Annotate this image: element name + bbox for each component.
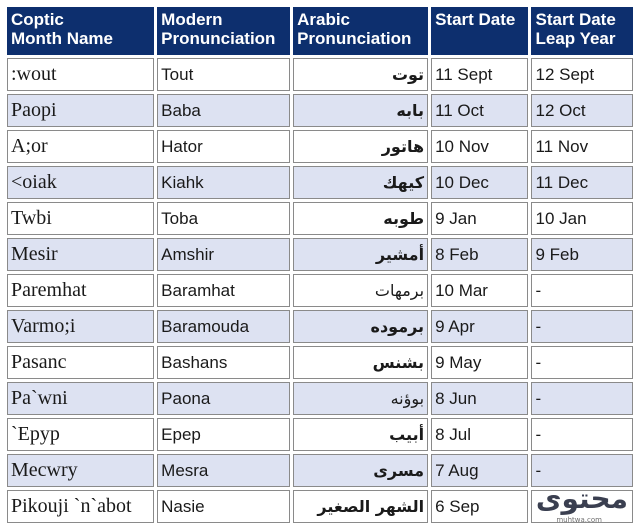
arabic-pronunciation-cell: أبيب bbox=[293, 418, 428, 451]
header-start-date: Start Date bbox=[431, 7, 528, 55]
header-row bbox=[7, 7, 633, 55]
watermark-url: muhtwa.com bbox=[556, 516, 602, 524]
modern-pronunciation-cell: Bashans bbox=[157, 346, 290, 379]
table-row bbox=[7, 238, 633, 271]
leap-year-start-date-cell bbox=[531, 490, 633, 523]
start-date-cell: 8 Jun bbox=[431, 382, 528, 415]
table-row bbox=[7, 58, 633, 91]
leap-year-start-date-cell: - bbox=[531, 310, 633, 343]
coptic-name-cell: Pa`wni bbox=[7, 382, 154, 415]
header-coptic-month-name: Coptic Month Name bbox=[7, 7, 154, 55]
start-date-cell: 10 Dec bbox=[431, 166, 528, 199]
modern-pronunciation-cell: Kiahk bbox=[157, 166, 290, 199]
coptic-name-cell: Mecwry bbox=[7, 454, 154, 487]
leap-year-start-date-cell: - bbox=[531, 346, 633, 379]
coptic-name-cell: <oiak bbox=[7, 166, 154, 199]
table-row bbox=[7, 490, 633, 523]
start-date-cell: 11 Oct bbox=[431, 94, 528, 127]
leap-year-start-date-cell: - bbox=[531, 274, 633, 307]
header-arabic-pronunciation: Arabic Pronunciation bbox=[293, 7, 428, 55]
table-row bbox=[7, 202, 633, 235]
arabic-pronunciation-cell: بابه bbox=[293, 94, 428, 127]
coptic-name-cell: `Epyp bbox=[7, 418, 154, 451]
arabic-pronunciation-cell: بشنس bbox=[293, 346, 428, 379]
modern-pronunciation-cell: Epep bbox=[157, 418, 290, 451]
modern-pronunciation-cell: Hator bbox=[157, 130, 290, 163]
leap-year-start-date-cell: - bbox=[531, 418, 633, 451]
arabic-pronunciation-cell: الشهر الصغير bbox=[293, 490, 428, 523]
modern-pronunciation-cell: Baramhat bbox=[157, 274, 290, 307]
leap-year-start-date-cell: 11 Nov bbox=[531, 130, 633, 163]
watermark-logo-text: محتوى bbox=[535, 482, 628, 515]
table-row bbox=[7, 94, 633, 127]
modern-pronunciation-cell: Baba bbox=[157, 94, 290, 127]
start-date-cell: 9 Apr bbox=[431, 310, 528, 343]
modern-pronunciation-cell: Baramouda bbox=[157, 310, 290, 343]
coptic-name-cell: Twbi bbox=[7, 202, 154, 235]
modern-pronunciation-cell: Amshir bbox=[157, 238, 290, 271]
start-date-cell: 10 Mar bbox=[431, 274, 528, 307]
coptic-months-table bbox=[4, 4, 636, 526]
table-body bbox=[7, 58, 633, 523]
start-date-cell: 9 May bbox=[431, 346, 528, 379]
modern-pronunciation-cell: Toba bbox=[157, 202, 290, 235]
coptic-name-cell: Pikouji `n`abot bbox=[7, 490, 154, 523]
modern-pronunciation-cell: Paona bbox=[157, 382, 290, 415]
table-row bbox=[7, 346, 633, 379]
arabic-pronunciation-cell: هاتور bbox=[293, 130, 428, 163]
coptic-name-cell: :wout bbox=[7, 58, 154, 91]
start-date-cell: 6 Sep bbox=[431, 490, 528, 523]
coptic-name-cell: Paopi bbox=[7, 94, 154, 127]
modern-pronunciation-cell: Mesra bbox=[157, 454, 290, 487]
table-row bbox=[7, 454, 633, 487]
start-date-cell: 9 Jan bbox=[431, 202, 528, 235]
table-row bbox=[7, 310, 633, 343]
modern-pronunciation-cell: Nasie bbox=[157, 490, 290, 523]
coptic-name-cell: Paremhat bbox=[7, 274, 154, 307]
table-row bbox=[7, 166, 633, 199]
header-modern-pronunciation: Modern Pronunciation bbox=[157, 7, 290, 55]
table-row bbox=[7, 418, 633, 451]
start-date-cell: 8 Jul bbox=[431, 418, 528, 451]
leap-year-start-date-cell: 12 Sept bbox=[531, 58, 633, 91]
arabic-pronunciation-cell: توت bbox=[293, 58, 428, 91]
table-row bbox=[7, 130, 633, 163]
arabic-pronunciation-cell: مسرى bbox=[293, 454, 428, 487]
leap-year-start-date-cell: - bbox=[531, 382, 633, 415]
modern-pronunciation-cell: Tout bbox=[157, 58, 290, 91]
start-date-cell: 10 Nov bbox=[431, 130, 528, 163]
leap-year-start-date-cell: 12 Oct bbox=[531, 94, 633, 127]
coptic-name-cell: Mesir bbox=[7, 238, 154, 271]
arabic-pronunciation-cell: برموده bbox=[293, 310, 428, 343]
arabic-pronunciation-cell: طوبه bbox=[293, 202, 428, 235]
arabic-pronunciation-cell: برمهات bbox=[293, 274, 428, 307]
leap-year-start-date-cell: 10 Jan bbox=[531, 202, 633, 235]
leap-year-start-date-cell: - bbox=[531, 454, 633, 487]
table-row bbox=[7, 382, 633, 415]
start-date-cell: 7 Aug bbox=[431, 454, 528, 487]
header-start-date-leap-year: Start Date Leap Year bbox=[531, 7, 633, 55]
table-row bbox=[7, 274, 633, 307]
start-date-cell: 8 Feb bbox=[431, 238, 528, 271]
arabic-pronunciation-cell: بوؤنه bbox=[293, 382, 428, 415]
arabic-pronunciation-cell: أمشير bbox=[293, 238, 428, 271]
coptic-name-cell: Varmo;i bbox=[7, 310, 154, 343]
leap-year-start-date-cell: 11 Dec bbox=[531, 166, 633, 199]
start-date-cell: 11 Sept bbox=[431, 58, 528, 91]
coptic-name-cell: Pasanc bbox=[7, 346, 154, 379]
coptic-name-cell: A;or bbox=[7, 130, 154, 163]
arabic-pronunciation-cell: كيهك bbox=[293, 166, 428, 199]
leap-year-start-date-cell: 9 Feb bbox=[531, 238, 633, 271]
